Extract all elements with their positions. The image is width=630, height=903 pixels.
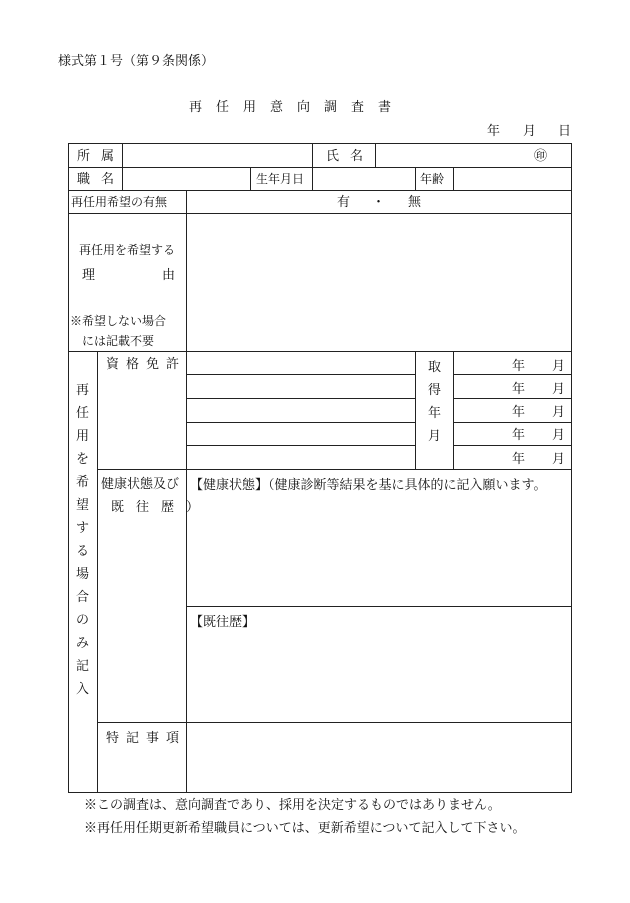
- rule: [97, 469, 572, 470]
- wish-yes[interactable]: 有: [337, 195, 351, 210]
- license-field-5[interactable]: [187, 446, 415, 469]
- position-char: 名: [101, 172, 115, 187]
- vertical-char: の: [76, 613, 90, 628]
- acq-month: 月: [552, 405, 566, 420]
- acquired-char: 得: [428, 383, 442, 398]
- title-char: 再: [189, 100, 203, 115]
- acq-month: 月: [552, 359, 566, 374]
- acquired-char: 取: [428, 360, 442, 375]
- vertical-char: 記: [76, 659, 90, 674]
- vertical-char: 再: [76, 383, 90, 398]
- rule: [186, 606, 572, 607]
- health-label-char: 既: [111, 500, 125, 515]
- title-char: 調: [324, 100, 338, 115]
- acq-year: 年: [512, 452, 526, 467]
- license-field-4[interactable]: [187, 423, 415, 445]
- special-notes-field[interactable]: [187, 723, 571, 792]
- title-char: 意: [270, 100, 284, 115]
- acquired-char: 月: [428, 429, 442, 444]
- special-char: 記: [126, 731, 140, 746]
- license-char: 許: [166, 357, 180, 372]
- name-char: 名: [350, 149, 364, 164]
- footer-note-2: ※再任用任期更新希望職員については、更新希望について記入して下さい。: [84, 821, 526, 836]
- special-char: 事: [146, 731, 160, 746]
- rule: [97, 351, 98, 792]
- acq-year: 年: [512, 405, 526, 420]
- age-label: 年齢: [420, 172, 445, 186]
- reason-line2a: 理: [82, 268, 96, 283]
- rule: [453, 374, 572, 375]
- acq-year: 年: [512, 359, 526, 374]
- special-char: 項: [166, 731, 180, 746]
- vertical-char: 場: [76, 567, 90, 582]
- birthdate-label: 生年月日: [256, 172, 305, 186]
- reason-line2b: 由: [162, 268, 176, 283]
- date-day: 日: [558, 124, 572, 139]
- vertical-char: す: [76, 521, 90, 536]
- rule: [453, 422, 572, 423]
- vertical-char: 望: [76, 498, 90, 513]
- health-label-line1: 健康状態及び: [101, 477, 180, 492]
- footer-note-1: ※この調査は、意向調査であり、採用を決定するものではありません。: [84, 798, 501, 813]
- title-char: 向: [297, 100, 311, 115]
- position-char: 職: [77, 172, 91, 187]
- vertical-char: 希: [76, 475, 90, 490]
- acq-year: 年: [512, 382, 526, 397]
- rule: [68, 792, 572, 793]
- rule: [453, 398, 572, 399]
- reason-note1: ※希望しない場合: [70, 314, 167, 328]
- vertical-char: を: [76, 452, 90, 467]
- reason-field[interactable]: [187, 214, 571, 351]
- medical-history-field[interactable]: [187, 634, 571, 722]
- license-char: 格: [126, 357, 140, 372]
- title-char: 任: [216, 100, 230, 115]
- name-char: 氏: [326, 149, 340, 164]
- rule: [415, 167, 416, 190]
- birthdate-field[interactable]: [313, 168, 415, 190]
- license-field-1[interactable]: [187, 352, 415, 374]
- wish-label: 再任用希望の有無: [71, 195, 168, 209]
- health-status-heading-cont: ）: [186, 500, 200, 515]
- health-status-heading: 【健康状態】（健康診断等結果を基に具体的に記入願います。: [190, 478, 547, 493]
- license-field-2[interactable]: [187, 375, 415, 398]
- license-field-3[interactable]: [187, 399, 415, 422]
- rule: [68, 143, 69, 793]
- affiliation-char: 属: [101, 149, 115, 164]
- title-char: 書: [378, 100, 392, 115]
- wish-separator: ・: [372, 195, 386, 210]
- acq-month: 月: [552, 382, 566, 397]
- rule: [250, 167, 251, 190]
- vertical-char: み: [76, 636, 90, 651]
- title-char: 用: [243, 100, 257, 115]
- acq-month: 月: [552, 428, 566, 443]
- affiliation-char: 所: [77, 149, 91, 164]
- date-year: 年: [487, 124, 501, 139]
- age-field[interactable]: [454, 168, 571, 190]
- vertical-char: 合: [76, 590, 90, 605]
- position-field[interactable]: [123, 168, 250, 190]
- health-status-field[interactable]: [187, 518, 571, 606]
- vertical-char: 用: [76, 429, 90, 444]
- health-label-char: 歴: [161, 500, 175, 515]
- seal-mark: ㊞: [534, 149, 548, 164]
- acq-month: 月: [552, 452, 566, 467]
- special-char: 特: [106, 731, 120, 746]
- vertical-char: 任: [76, 406, 90, 421]
- reason-line1: 再任用を希望する: [79, 243, 176, 257]
- reason-note2: には記載不要: [82, 334, 155, 348]
- rule: [453, 445, 572, 446]
- wish-no[interactable]: 無: [408, 195, 422, 210]
- acquired-char: 年: [428, 406, 442, 421]
- date-month: 月: [523, 124, 537, 139]
- title-char: 査: [351, 100, 365, 115]
- affiliation-field[interactable]: [123, 144, 312, 167]
- health-label-char: 往: [136, 500, 150, 515]
- vertical-char: る: [76, 544, 90, 559]
- license-char: 免: [146, 357, 160, 372]
- form-number: 様式第１号（第９条関係）: [58, 54, 215, 69]
- rule: [571, 143, 572, 793]
- acq-year: 年: [512, 428, 526, 443]
- rule: [68, 190, 572, 191]
- rule: [415, 351, 416, 470]
- vertical-char: 入: [76, 682, 90, 697]
- license-char: 資: [106, 357, 120, 372]
- rule: [453, 351, 454, 470]
- medical-history-heading: 【既往歴】: [190, 615, 256, 630]
